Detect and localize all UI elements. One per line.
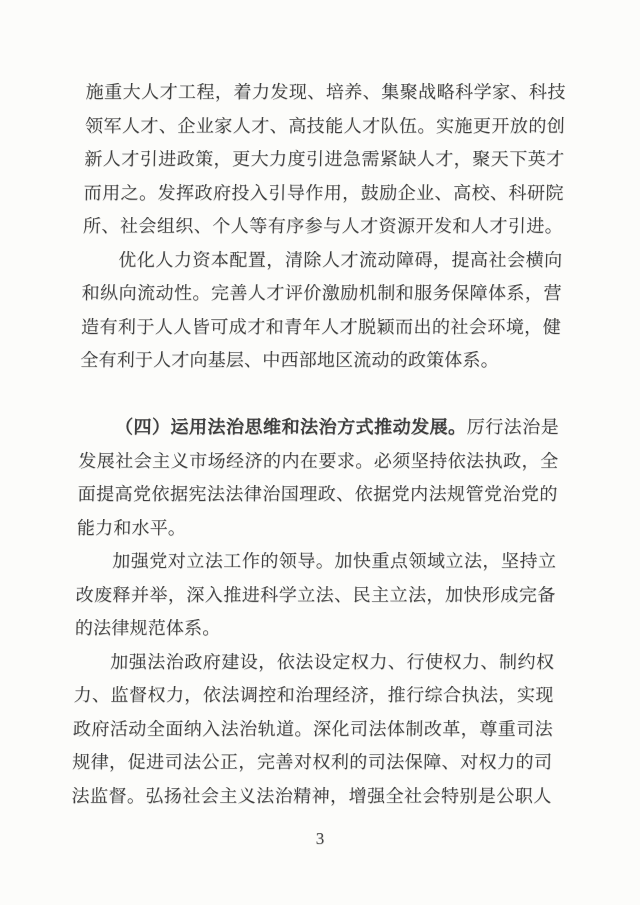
text-line: 造有利于人人皆可成才和青年人才脱颖而出的社会环境，健 — [80, 316, 562, 337]
document-text — [71, 76, 566, 813]
text-line: 优化人力资本配置，清除人才流动障碍，提高社会横向 — [118, 249, 563, 270]
text-line: 新人才引进政策，更大力度引进急需紧缺人才，聚天下英才 — [84, 149, 565, 169]
paragraph — [71, 646, 554, 814]
text-line: 发展社会主义市场经济的内在要求。必须坚持依法执政，全 — [78, 450, 559, 471]
text-line: 加强法治政府建设，依法设定权力、行使权力、制约权 — [110, 651, 555, 672]
text-line: （四）运用法治思维和法治方式推动发展。厉行法治是 — [114, 417, 560, 437]
text-line: 面提高党依据宪法法律治国理政、依据党内法规管党治党的 — [77, 484, 558, 504]
text-line: 力、监督权力，依法调控和治理经济，推行综合执法，实现 — [73, 685, 554, 705]
text-line: 施重大人才工程，着力发现、培养、集聚战略科学家、科技 — [85, 82, 566, 102]
paragraph — [83, 76, 566, 244]
text-line: 法监督。弘扬社会主义法治精神，增强全社会特别是公职人 — [71, 785, 552, 806]
section-heading: （四）运用法治思维和法治方式推动发展。 — [114, 417, 467, 437]
text-line: 和纵向流动性。完善人才评价激励机制和服务保障体系，营 — [81, 283, 562, 303]
text-line: 的法律规范体系。 — [74, 618, 221, 638]
text-line: 能力和水平。 — [76, 517, 187, 538]
paragraph — [77, 411, 560, 545]
text-line: 规律，促进司法公正，完善对权利的司法保障、对权力的司 — [72, 752, 553, 772]
text-line: 改废释并举，深入推进科学立法、民主立法，加快形成完备 — [75, 584, 556, 605]
text-line: 所、社会组织、个人等有序参与人才资源开发和人才引进。 — [82, 216, 564, 236]
text-line: 领军人才、企业家人才、高技能人才队伍。实施更开放的创 — [84, 115, 566, 136]
text-line: 而用之。发挥政府投入引导作用，鼓励企业、高校、科研院 — [83, 182, 564, 203]
page-number: 3 — [315, 829, 325, 848]
text-line: 全有利于人才向基层、中西部地区流动的政策体系。 — [80, 350, 500, 370]
text-line: 加强党对立法工作的领导。加快重点领域立法，坚持立 — [112, 551, 557, 571]
paragraph — [80, 244, 563, 378]
text-line: 政府活动全面纳入法治轨道。深化司法体制改革，尊重司法 — [72, 718, 554, 739]
paragraph — [75, 545, 557, 646]
